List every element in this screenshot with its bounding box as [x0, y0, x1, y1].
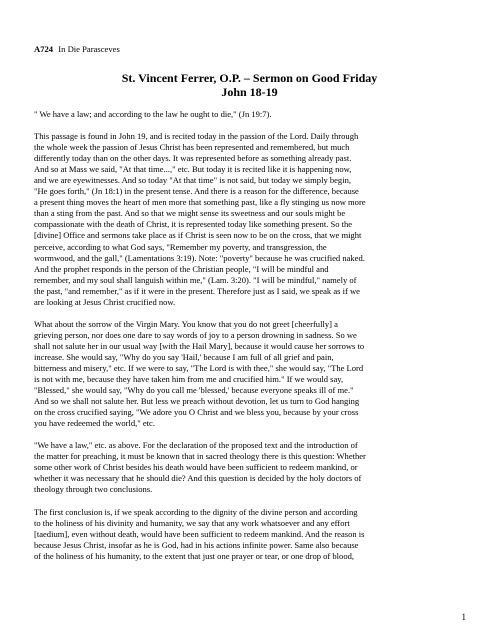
paragraph	[34, 319, 465, 429]
text-line: some other work of Christ besides his death would have been sufficient to redeem mankind, or	[34, 462, 358, 473]
text-line: perceive, according to what God says, "Remember my poverty, and transgression, the	[34, 241, 327, 252]
paragraph	[34, 440, 465, 495]
text-line: wormwood, and the gall," (Lamentations 3:19). Note: "poverty" because he was crucified naked.	[34, 252, 365, 263]
text-line: [divine] Office and sermons take place as if Christ is seen now to be on the cross, that we might	[34, 230, 362, 241]
sermon-body	[34, 109, 465, 562]
text-line: a present thing moves the heart of men more that something past, like a fly stinging us now more	[34, 197, 366, 208]
text-line: And the prophet responds in the person of the Christian people, "I will be mindful and	[34, 263, 329, 274]
sermon-title	[34, 72, 465, 99]
text-line: What about the sorrow of the Virgin Mary. You know that you do not greet [cheerfully] a	[34, 318, 338, 329]
text-line: compassionate with the death of Christ, it is represented today like something present. So the	[34, 219, 353, 230]
paragraph	[34, 131, 465, 308]
text-line: "He goes forth," (Jn 18:1) in the present tense. And there is a reason for the difference, because	[34, 186, 359, 197]
text-line: than a sting from the past. And so that we might sense its sweetness and our souls might be	[34, 208, 346, 219]
text-line: shall not salute her in our usual way [with the Hail Mary], because it would cause her sorrows to	[34, 340, 365, 351]
text-line: And so at Mass we said, "At that time...," etc. But today it is recited like it is happening now,	[34, 164, 352, 175]
text-line: you have redeemed the world," etc.	[34, 418, 155, 429]
paragraph	[34, 507, 465, 562]
text-line: " We have a law; and according to the law he ought to die," (Jn 19:7).	[34, 109, 272, 119]
text-line: the whole week the passion of Jesus Christ has been represented and remembered, but much	[34, 142, 350, 153]
text-line: because Jesus Christ, insofar as he is God, had in his actions infinite power. Same also because	[34, 539, 359, 550]
text-line: increase. She would say, "Why do you say 'Hail,' because I am full of all grief and pain,	[34, 351, 334, 362]
text-line: of the holiness of his humanity, to the extent that just one prayer or tear, or one drop of blood,	[34, 550, 355, 561]
text-line: grieving person, nor does one dare to say words of joy to a person drowning in sadness. So we	[34, 329, 357, 340]
title-line-1: St. Vincent Ferrer, O.P. – Sermon on Good Friday	[121, 71, 378, 85]
document-header	[34, 44, 465, 55]
text-line: to the holiness of his divinity and humanity, we say that any work whatsoever and any effort	[34, 517, 350, 528]
text-line: "We have a law," etc. as above. For the declaration of the proposed text and the introduction of	[34, 440, 358, 451]
text-line: the past, "and remember," as if it were in the present. Therefore just as I said, we speak as if we	[34, 285, 360, 296]
text-line: and we are eyewitnesses. And so today "At that time" is not said, but today we simply begin,	[34, 175, 351, 186]
text-line: This passage is found in John 19, and is recited today in the passion of the Lord. Daily through	[34, 131, 359, 142]
text-line: [taedium], even without death, would have been sufficient to redeem mankind. And the reason is	[34, 528, 365, 539]
text-line: bitterness and misery," etc. If we were to say, "The Lord is with thee," she would say, "The Lord	[34, 362, 364, 373]
text-line: on the cross crucified saying, "We adore you O Christ and we bless you, because by your cross	[34, 407, 359, 418]
text-line: are looking at Jesus Christ crucified now.	[34, 296, 176, 307]
text-line: is not with me, because they have taken him from me and crucified him." If we would say,	[34, 374, 344, 385]
text-line: differently today than on the other days. It was represented before as something already past.	[34, 153, 352, 164]
paragraph	[34, 109, 465, 120]
text-line: And so we shall not salute her. But less we preach without devotion, let us turn to God hanging	[34, 396, 360, 407]
title-line-2: John 18-19	[221, 84, 278, 99]
page-number: 1	[461, 612, 466, 622]
feast-name: In Die Parasceves	[58, 44, 120, 54]
text-line: The first conclusion is, if we speak according to the dignity of the divine person and according	[34, 506, 358, 517]
text-line: the matter for preaching, it must be known that in sacred theology there is this question: Whether	[34, 451, 366, 462]
text-line: whether it was necessary that he should die? And this question is decided by the holy doctors of	[34, 473, 362, 484]
text-line: theology through two conclusions.	[34, 484, 153, 495]
text-line: remember, and my soul shall languish within me," (Lam. 3:20). "I will be mindful," namely of	[34, 274, 357, 285]
document-code: A724	[34, 44, 54, 54]
text-line: "Blessed," she would say, "Why do you call me 'blessed,' because everyone speaks ill of me."	[34, 385, 354, 396]
